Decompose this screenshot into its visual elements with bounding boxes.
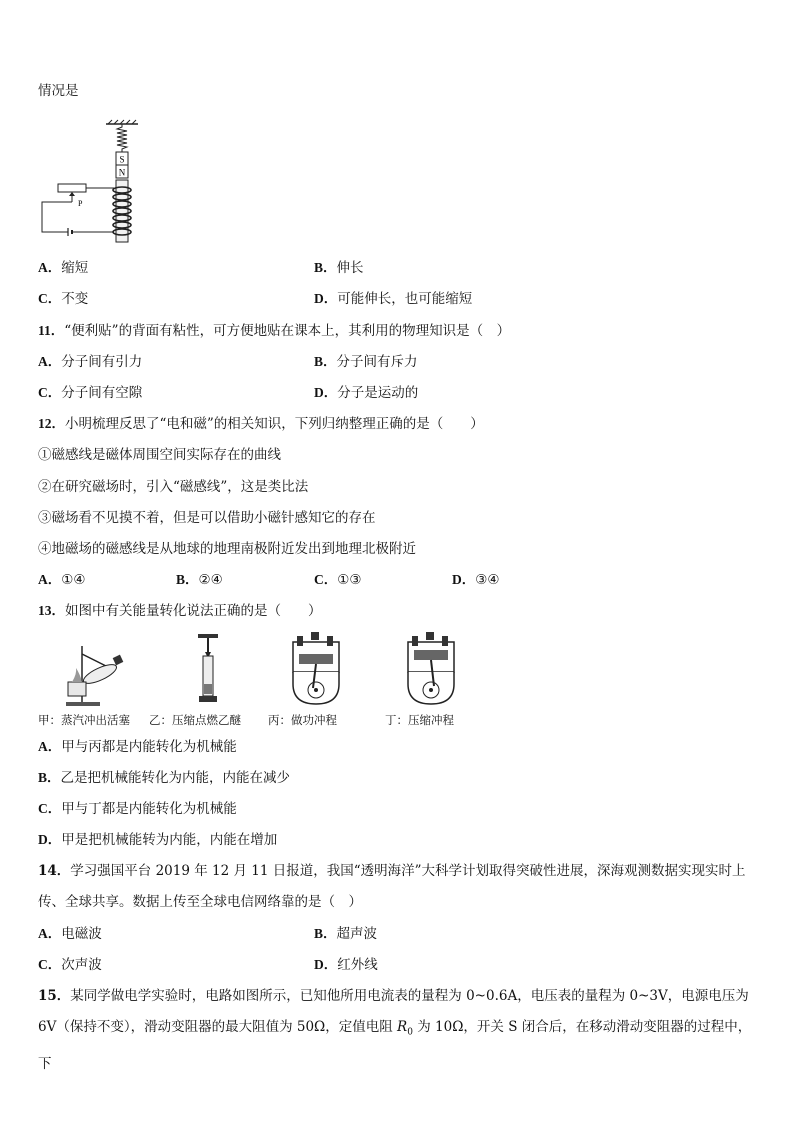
magnet-s-label: S xyxy=(119,154,125,165)
q11-option-d: D．分子是运动的 xyxy=(314,385,419,401)
figure-bing-power-stroke xyxy=(289,632,343,708)
q15-stem: 15．某同学做电学实验时，电路如图所示，已知他所用电流表的量程为 0~0.6A，电压表的量程为 0~3V，电源电压为 6V（保持不变），滑动变阻器的最大阻值为 50Ω，定值电阻 $R_0$ 为 10Ω，开关 S 闭合后，在移动滑动变阻器的过程中，下 xyxy=(38,988,752,1072)
caption-jia: 甲：蒸汽冲出活塞 xyxy=(38,713,130,727)
q14-option-c: C．次声波 xyxy=(38,957,102,973)
q13-option-d: D．甲是把机械能转为内能，内能在增加 xyxy=(38,832,278,848)
r0-symbol: R xyxy=(397,1019,408,1035)
q13-option-c: C．甲与丁都是内能转化为机械能 xyxy=(38,801,237,817)
q14-option-b: B．超声波 xyxy=(314,926,378,942)
figure-yi-compress-ether xyxy=(196,632,220,706)
q13-option-a: A．甲与丙都是内能转化为机械能 xyxy=(38,739,237,755)
magnet-n-label: N xyxy=(118,167,126,178)
q14-option-a: A．电磁波 xyxy=(38,926,102,942)
caption-ding: 丁：压缩冲程 xyxy=(385,713,454,727)
q12-option-c: C．①③ xyxy=(314,572,362,588)
q14-stem: 14．学习强国平台 2019 年 12 月 11 日报道，我国“透明海洋”大科学计划取得突破性进展，深海观测数据实现实时上传、全球共享。数据上传至全球电信网络靠的是（ ） xyxy=(38,863,746,910)
r0-subscript: 0 xyxy=(407,1027,413,1038)
q10-stem-tail: 情况是 xyxy=(38,83,79,99)
q10-figure xyxy=(38,118,146,244)
rheostat-p-label: P xyxy=(78,199,83,208)
q12-statement-4: ④地磁场的磁感线是从地球的地理南极附近发出到地理北极附近 xyxy=(38,541,416,557)
caption-bing: 丙：做功冲程 xyxy=(268,713,337,727)
q11-option-c: C．分子间有空隙 xyxy=(38,385,143,401)
q12-statement-3: ③磁场看不见摸不着，但是可以借助小磁针感知它的存在 xyxy=(38,510,376,526)
q14-option-d: D．红外线 xyxy=(314,957,378,973)
q11-stem: 11．“便利贴”的背面有粘性，可方便地贴在课本上，其利用的物理知识是（ ） xyxy=(38,323,511,339)
q10-option-c: C．不变 xyxy=(38,291,89,307)
figure-jia-steam-flask xyxy=(62,634,132,706)
q11-option-b: B．分子间有斥力 xyxy=(314,354,418,370)
q11-option-a: A．分子间有引力 xyxy=(38,354,143,370)
q10-option-b: B．伸长 xyxy=(314,260,364,276)
q13-option-b: B．乙是把机械能转化为内能，内能在减少 xyxy=(38,770,291,786)
q12-statement-1: ①磁感线是磁体周围空间实际存在的曲线 xyxy=(38,447,281,463)
q12-option-a: A．①④ xyxy=(38,572,86,588)
caption-yi: 乙：压缩点燃乙醚 xyxy=(149,713,241,727)
q12-stem: 12．小明梳理反思了“电和磁”的相关知识，下列归纳整理正确的是（ ） xyxy=(38,416,484,432)
figure-ding-compression-stroke xyxy=(404,632,458,708)
q12-option-d: D．③④ xyxy=(452,572,500,588)
q12-statement-2: ②在研究磁场时，引入“磁感线”，这是类比法 xyxy=(38,479,309,495)
q12-option-b: B．②④ xyxy=(176,572,223,588)
q13-stem: 13．如图中有关能量转化说法正确的是（ ） xyxy=(38,603,322,619)
q10-option-d: D．可能伸长，也可能缩短 xyxy=(314,291,473,307)
q10-option-a: A．缩短 xyxy=(38,260,89,276)
